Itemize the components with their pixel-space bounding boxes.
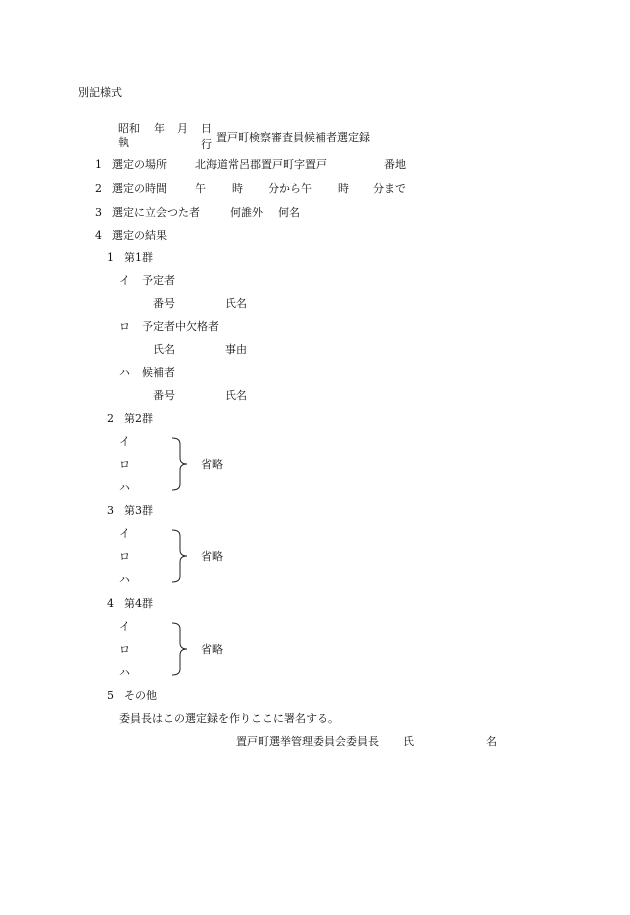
- group-2-ro-mark: ロ: [119, 458, 130, 471]
- item-2-am-pm-1: 午: [195, 182, 206, 195]
- item-3-number: 3: [95, 206, 102, 219]
- document-title: 置戸町検察審査員候補者選定録: [216, 131, 370, 144]
- item-1-value: 北海道常呂郡置戸町字置戸: [195, 158, 327, 171]
- item-5-label: その他: [124, 689, 157, 702]
- group-2-i-mark: イ: [119, 435, 130, 448]
- gyo-char: 行: [201, 138, 212, 151]
- group-1-ha-col-number: 番号: [153, 389, 175, 402]
- shitsu-char: 執: [118, 136, 129, 149]
- group-1-i-label: 予定者: [142, 274, 175, 287]
- group-2-brace: [168, 436, 192, 492]
- item-1-label: 選定の場所: [112, 158, 167, 171]
- item-1-suffix: 番地: [384, 158, 406, 171]
- item-2-minute-from: 分から午: [268, 182, 312, 195]
- group-1-ro-col-name: 氏名: [153, 343, 175, 356]
- group-3-i-mark: イ: [119, 527, 130, 540]
- item-3-label: 選定に立会つた者: [112, 206, 200, 219]
- year-label: 年: [154, 122, 165, 135]
- group-1-ha-mark: ハ: [119, 366, 130, 379]
- group-3-ha-mark: ハ: [119, 573, 130, 586]
- item-2-minute-until: 分まで: [373, 182, 406, 195]
- group-2-number: 2: [107, 412, 114, 425]
- group-2-ha-mark: ハ: [119, 481, 130, 494]
- group-3-label: 第3群: [124, 504, 153, 517]
- closing-sentence: 委員長はこの選定録を作りここに署名する。: [119, 712, 339, 725]
- group-2-note: 省略: [201, 458, 223, 471]
- group-1-i-mark: イ: [119, 274, 130, 287]
- group-4-ha-mark: ハ: [119, 666, 130, 679]
- item-2-number: 2: [95, 182, 102, 195]
- group-1-ha-label: 候補者: [142, 366, 175, 379]
- signer-name-label: 名: [486, 735, 497, 748]
- group-1-ha-col-name: 氏名: [225, 389, 247, 402]
- group-1-label: 第1群: [124, 251, 153, 264]
- item-2-hour-1: 時: [232, 182, 243, 195]
- item-1-number: 1: [95, 158, 102, 171]
- group-3-note: 省略: [201, 550, 223, 563]
- day-label: 日: [201, 122, 212, 135]
- group-1-ro-label: 予定者中欠格者: [142, 320, 219, 333]
- item-3-count: 何名: [278, 206, 300, 219]
- month-label: 月: [177, 122, 188, 135]
- group-4-brace: [168, 621, 192, 677]
- group-1-ro-col-reason: 事由: [225, 343, 247, 356]
- item-2-label: 選定の時間: [112, 182, 167, 195]
- doc-label: 別記様式: [78, 86, 122, 99]
- group-3-ro-mark: ロ: [119, 550, 130, 563]
- item-4-label: 選定の結果: [112, 229, 167, 242]
- group-1-i-col-name: 氏名: [225, 297, 247, 310]
- group-4-label: 第4群: [124, 597, 153, 610]
- group-4-i-mark: イ: [119, 620, 130, 633]
- group-1-number: 1: [107, 251, 114, 264]
- showa-era-label: 昭和: [118, 122, 140, 135]
- signer-surname-label: 氏: [403, 735, 414, 748]
- group-3-brace: [168, 528, 192, 584]
- group-1-i-col-number: 番号: [153, 297, 175, 310]
- item-5-number: 5: [107, 689, 114, 702]
- item-3-witness: 何誰外: [230, 206, 263, 219]
- signer-title: 置戸町選挙管理委員会委員長: [236, 735, 379, 748]
- item-2-hour-2: 時: [338, 182, 349, 195]
- group-4-ro-mark: ロ: [119, 643, 130, 656]
- group-3-number: 3: [107, 504, 114, 517]
- item-4-number: 4: [95, 229, 102, 242]
- group-4-note: 省略: [201, 643, 223, 656]
- group-1-ro-mark: ロ: [119, 320, 130, 333]
- group-4-number: 4: [107, 597, 114, 610]
- group-2-label: 第2群: [124, 412, 153, 425]
